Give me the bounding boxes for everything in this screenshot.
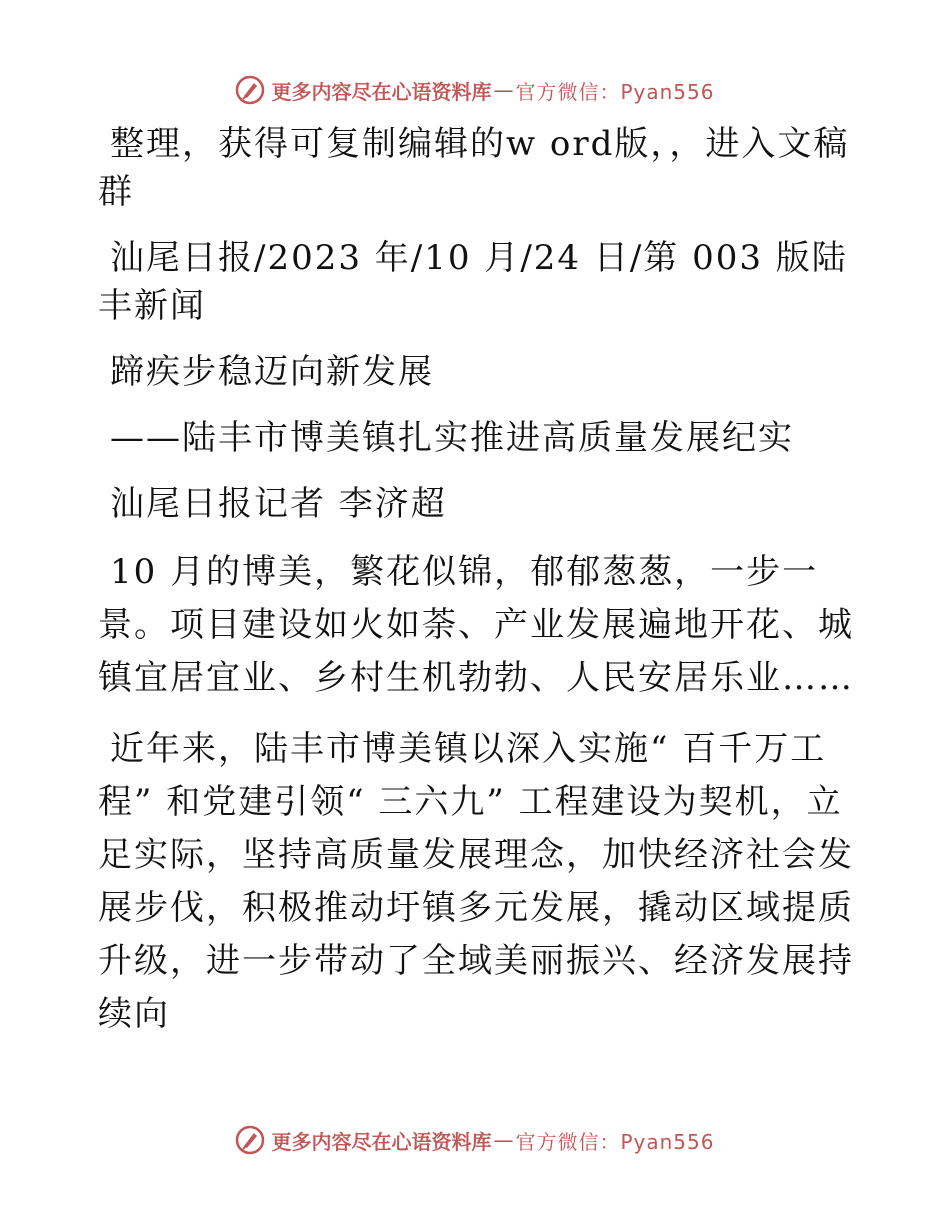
body-paragraph-2: 近年来，陆丰市博美镇以深入实施“ 百千万工程” 和党建引领“ 三六九” 工程建设为契机，立足实际，坚持高质量发展理念，加快经济社会发展步伐，积极推动圩镇多元发展，撬动区域提质升级，进一步带动了全域美丽振兴、经济发展持续向 — [98, 729, 854, 1034]
watermark-header — [0, 70, 950, 110]
watermark-main-text: 更多内容尽在心语资料库 — [271, 1129, 492, 1154]
document-body — [98, 120, 858, 1059]
source-line: 汕尾日报/2023 年/10 月/24 日/第 003 版陆丰新闻 — [98, 238, 848, 326]
watermark-contact: 官方微信：Pyan556 — [515, 79, 715, 104]
watermark-separator: — — [493, 78, 514, 102]
article-byline: 汕尾日报记者 李济超 — [110, 484, 447, 524]
body-paragraph-1: 10 月的博美，繁花似锦，郁郁葱葱，一步一景。项目建设如火如荼、产业发展遍地开花、城镇宜居宜业、乡村生机勃勃、人民安居乐业…… — [98, 552, 854, 698]
article-subtitle: ——陆丰市博美镇扎实推进高质量发展纪实 — [110, 418, 794, 458]
intro-note: 整理，获得可复制编辑的w ord版，，进入文稿群 — [98, 124, 850, 212]
watermark-footer — [0, 1120, 950, 1160]
pen-logo-icon — [235, 75, 265, 105]
watermark-main-text: 更多内容尽在心语资料库 — [271, 79, 492, 104]
article-title: 蹄疾步稳迈向新发展 — [110, 352, 434, 392]
watermark-separator: — — [493, 1128, 514, 1152]
watermark-contact: 官方微信：Pyan556 — [515, 1129, 715, 1154]
pen-logo-icon — [235, 1125, 265, 1155]
